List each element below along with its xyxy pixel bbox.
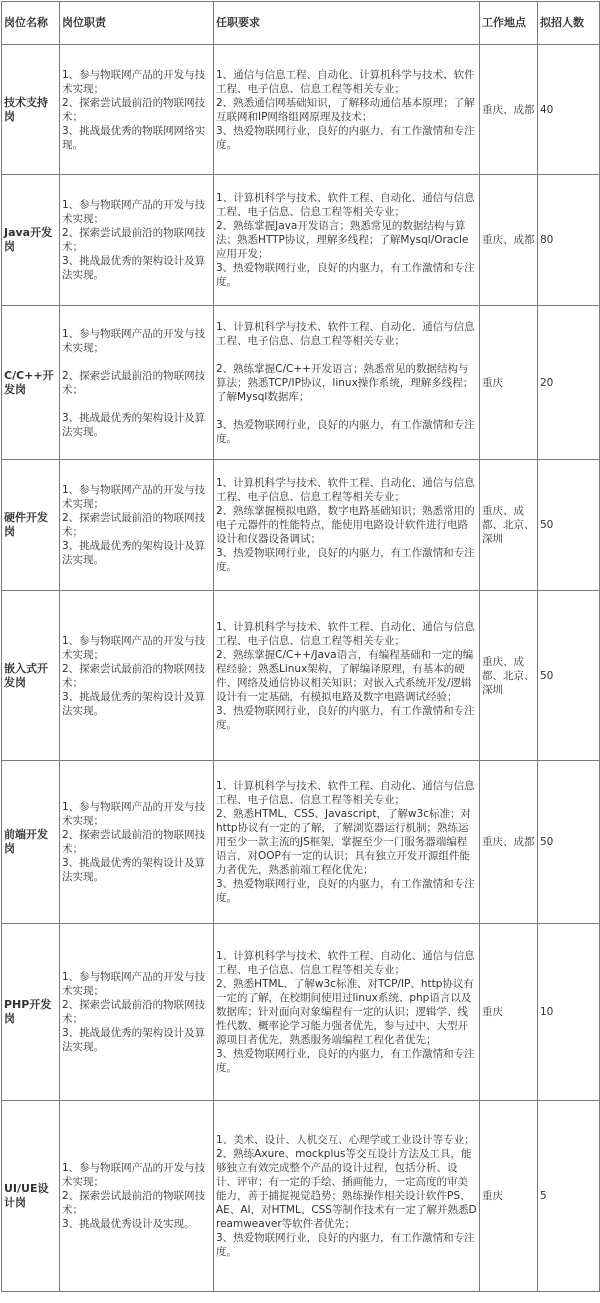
position-name: 前端开发岗 bbox=[2, 761, 60, 924]
duty-line: 2、探索尝试最前沿的物联网技术； bbox=[62, 662, 206, 689]
location-cell: 重庆、成都 bbox=[480, 45, 538, 175]
requirement-line: 1、计算机科学与技术、软件工程、自动化、通信与信息工程、电子信息、信息工程等相关专业； bbox=[216, 780, 475, 806]
duty-line: 3、挑战最优秀的架构设计及算法实现。 bbox=[62, 411, 206, 438]
requirement-line: 1、计算机科学与技术、软件工程、自动化、通信与信息工程、电子信息、信息工程等相关专业； bbox=[216, 950, 475, 976]
duties-cell bbox=[60, 1101, 214, 1292]
requirements-cell bbox=[214, 761, 480, 924]
table-row bbox=[2, 1101, 600, 1292]
requirement-line: 3、热爱物联网行业，良好的内驱力，有工作激情和专注度。 bbox=[216, 1048, 475, 1074]
table-row bbox=[2, 761, 600, 924]
duty-line: 1、参与物联网产品的开发与技术实现； bbox=[62, 1162, 206, 1188]
table-row bbox=[2, 175, 600, 306]
duty-line: 1、参与物联网产品的开发与技术实现； bbox=[62, 68, 206, 95]
duty-line: 2、探索尝试最前沿的物联网技术； bbox=[62, 829, 206, 855]
requirements-cell bbox=[214, 45, 480, 175]
duty-line: 3、挑战最优秀的物联网网络实现。 bbox=[62, 124, 206, 151]
duty-line: 3、挑战最优秀的架构设计及算法实现。 bbox=[62, 690, 206, 717]
requirement-line: 2、熟悉通信网基础知识，了解移动通信基本原理；了解互联网和IP网络组网原理及技术； bbox=[216, 96, 475, 123]
duty-line: 3、挑战最优秀的架构设计及算法实现。 bbox=[62, 1027, 206, 1053]
headcount-cell: 50 bbox=[538, 591, 600, 761]
recruitment-table bbox=[1, 1, 600, 1292]
requirement-line: 2、熟练Axure、mockplus等交互设计方法及工具，能够独立有效完成整个产品的设计过程，包括分析、设计、评审；有一定的手绘、插画能力，一定高度的审美能力，善于捕捉视觉趋势；熟练操作相关设计软件PS、AE、AI，对HTML、CSS等制作技术有一定了解并熟悉Dreamweaver等软件者优先； bbox=[216, 1148, 477, 1230]
requirements-cell bbox=[214, 175, 480, 306]
location-cell: 重庆 bbox=[480, 306, 538, 460]
spacer bbox=[62, 397, 211, 411]
location-cell: 重庆 bbox=[480, 1101, 538, 1292]
duty-line: 3、挑战最优秀的架构设计及算法实现。 bbox=[62, 857, 206, 883]
header-headcount: 拟招人数 bbox=[538, 2, 600, 45]
requirements-cell bbox=[214, 1101, 480, 1292]
table-row bbox=[2, 306, 600, 460]
headcount-cell: 50 bbox=[538, 761, 600, 924]
requirement-line: 1、计算机科学与技术、软件工程、自动化、通信与信息工程、电子信息、信息工程等相关专业； bbox=[216, 477, 475, 503]
duty-line: 2、探索尝试最前沿的物联网技术； bbox=[62, 512, 206, 538]
duty-line: 2、探索尝试最前沿的物联网技术； bbox=[62, 1190, 206, 1216]
duty-line: 3、挑战最优秀的架构设计及算法实现。 bbox=[62, 540, 206, 566]
duty-line: 1、参与物联网产品的开发与技术实现； bbox=[62, 199, 206, 225]
duty-line: 2、探索尝试最前沿的物联网技术； bbox=[62, 369, 206, 396]
spacer bbox=[216, 348, 477, 362]
requirement-line: 3、热爱物联网行业，良好的内驱力，有工作激情和专注度。 bbox=[216, 704, 475, 731]
position-name: 嵌入式开发岗 bbox=[2, 591, 60, 761]
duty-line: 3、挑战最优秀设计及实现。 bbox=[62, 1218, 195, 1230]
requirement-line: 3、热爱物联网行业，良好的内驱力，有工作激情和专注度。 bbox=[216, 262, 475, 288]
duties-cell bbox=[60, 306, 214, 460]
position-name: Java开发岗 bbox=[2, 175, 60, 306]
headcount-cell: 50 bbox=[538, 460, 600, 591]
location-cell: 重庆、成都、北京、深圳 bbox=[480, 460, 538, 591]
spacer bbox=[216, 404, 477, 418]
headcount-cell: 5 bbox=[538, 1101, 600, 1292]
headcount-cell: 20 bbox=[538, 306, 600, 460]
position-name: C/C++开发岗 bbox=[2, 306, 60, 460]
headcount-cell: 80 bbox=[538, 175, 600, 306]
duty-line: 1、参与物联网产品的开发与技术实现； bbox=[62, 327, 206, 354]
header-position-name: 岗位名称 bbox=[2, 2, 60, 45]
requirement-line: 3、热爱物联网行业，良好的内驱力，有工作激情和专注度。 bbox=[216, 547, 475, 573]
position-name: PHP开发岗 bbox=[2, 924, 60, 1101]
requirement-line: 2、熟悉HTML、CSS、Javascript，了解w3c标准；对http协议有一定的了解，了解浏览器运行机制；熟练运用至少一款主流的JS框架，掌握至少一门服务器端编程语言，对OOP有一定的认识；具有独立开发开源组件能力者优先，熟悉前端工程化优先； bbox=[216, 808, 472, 876]
requirement-line: 1、计算机科学与技术、软件工程、自动化、通信与信息工程、电子信息、信息工程等相关专业； bbox=[216, 620, 475, 647]
table-row bbox=[2, 45, 600, 175]
table-row bbox=[2, 924, 600, 1101]
duty-line: 2、探索尝试最前沿的物联网技术； bbox=[62, 999, 206, 1025]
position-name: 技术支持岗 bbox=[2, 45, 60, 175]
duty-line: 2、探索尝试最前沿的物联网技术； bbox=[62, 96, 206, 123]
location-cell: 重庆、成都 bbox=[480, 761, 538, 924]
requirement-line: 2、熟练掌握C/C++开发语言；熟悉常见的数据结构与算法；熟悉TCP/IP协议，linux操作系统，理解多线程；了解Mysql数据库； bbox=[216, 362, 474, 403]
position-name: UI/UE设计岗 bbox=[2, 1101, 60, 1292]
requirement-line: 2、熟练掌握Java开发语言；熟悉常见的数据结构与算法；熟悉HTTP协议，理解多线程；了解Mysql/Oracle应用开发； bbox=[216, 220, 469, 260]
requirement-line: 1、通信与信息工程、自动化、计算机科学与技术、软件工程、电子信息、信息工程等相关专业； bbox=[216, 68, 475, 95]
requirement-line: 3、热爱物联网行业，良好的内驱力，有工作激情和专注度。 bbox=[216, 878, 475, 904]
header-duties: 岗位职责 bbox=[60, 2, 214, 45]
requirement-line: 2、熟悉HTML、了解w3c标准、对TCP/IP、http协议有一定的了解，在校期间使用过linux系统、php语言以及数据库；针对面向对象编程有一定的认识；逻辑学、线性代数、概率论学习能力强者优先，参与过中、大型开源项目者优先，熟悉服务端编程工程化者优先； bbox=[216, 978, 474, 1046]
duties-cell bbox=[60, 175, 214, 306]
duty-line: 1、参与物联网产品的开发与技术实现； bbox=[62, 971, 206, 997]
requirement-line: 3、热爱物联网行业，良好的内驱力，有工作激情和专注度。 bbox=[216, 124, 475, 151]
duties-cell bbox=[60, 460, 214, 591]
location-cell: 重庆 bbox=[480, 924, 538, 1101]
requirement-line: 1、美术、设计、人机交互、心理学或工业设计等专业； bbox=[216, 1134, 475, 1146]
location-cell: 重庆、成都、北京、深圳 bbox=[480, 591, 538, 761]
requirements-cell bbox=[214, 306, 480, 460]
headcount-cell: 40 bbox=[538, 45, 600, 175]
duty-line: 1、参与物联网产品的开发与技术实现； bbox=[62, 801, 206, 827]
requirement-line: 3、热爱物联网行业，良好的内驱力，有工作激情和专注度。 bbox=[216, 1232, 475, 1258]
duties-cell bbox=[60, 924, 214, 1101]
requirements-cell bbox=[214, 591, 480, 761]
requirement-line: 1、计算机科学与技术、软件工程、自动化、通信与信息工程、电子信息、信息工程等相关专业； bbox=[216, 192, 475, 218]
requirements-cell bbox=[214, 460, 480, 591]
duty-line: 3、挑战最优秀的架构设计及算法实现。 bbox=[62, 255, 206, 281]
requirements-cell bbox=[214, 924, 480, 1101]
requirement-line: 2、熟练掌握模拟电路，数字电路基础知识；熟悉常用的电子元器件的性能特点，能使用电路设计软件进行电路设计和仪器设备调试； bbox=[216, 505, 475, 545]
header-requirements: 任职要求 bbox=[214, 2, 480, 45]
duties-cell bbox=[60, 45, 214, 175]
duties-cell bbox=[60, 591, 214, 761]
table-row bbox=[2, 460, 600, 591]
header-row bbox=[2, 2, 600, 45]
location-cell: 重庆、成都 bbox=[480, 175, 538, 306]
table-row bbox=[2, 591, 600, 761]
requirement-line: 1、计算机科学与技术、软件工程、自动化、通信与信息工程、电子信息、信息工程等相关专业； bbox=[216, 320, 475, 347]
duty-line: 2、探索尝试最前沿的物联网技术； bbox=[62, 227, 206, 253]
duties-cell bbox=[60, 761, 214, 924]
requirement-line: 3、热爱物联网行业，良好的内驱力，有工作激情和专注度。 bbox=[216, 418, 475, 445]
header-location: 工作地点 bbox=[480, 2, 538, 45]
spacer bbox=[62, 355, 211, 369]
duty-line: 1、参与物联网产品的开发与技术实现； bbox=[62, 634, 206, 661]
position-name: 硬件开发岗 bbox=[2, 460, 60, 591]
job-rows bbox=[2, 45, 600, 1292]
requirement-line: 2、熟练掌握C/C++/Java语言，有编程基础和一定的编程经验；熟悉Linux架构，了解编译原理，有基本的硬件、网络及通信协议相关知识；对嵌入式系统开发/逻辑设计有一定基础，有模拟电路及数字电路调试经验； bbox=[216, 648, 474, 703]
duty-line: 1、参与物联网产品的开发与技术实现； bbox=[62, 484, 206, 510]
headcount-cell: 10 bbox=[538, 924, 600, 1101]
